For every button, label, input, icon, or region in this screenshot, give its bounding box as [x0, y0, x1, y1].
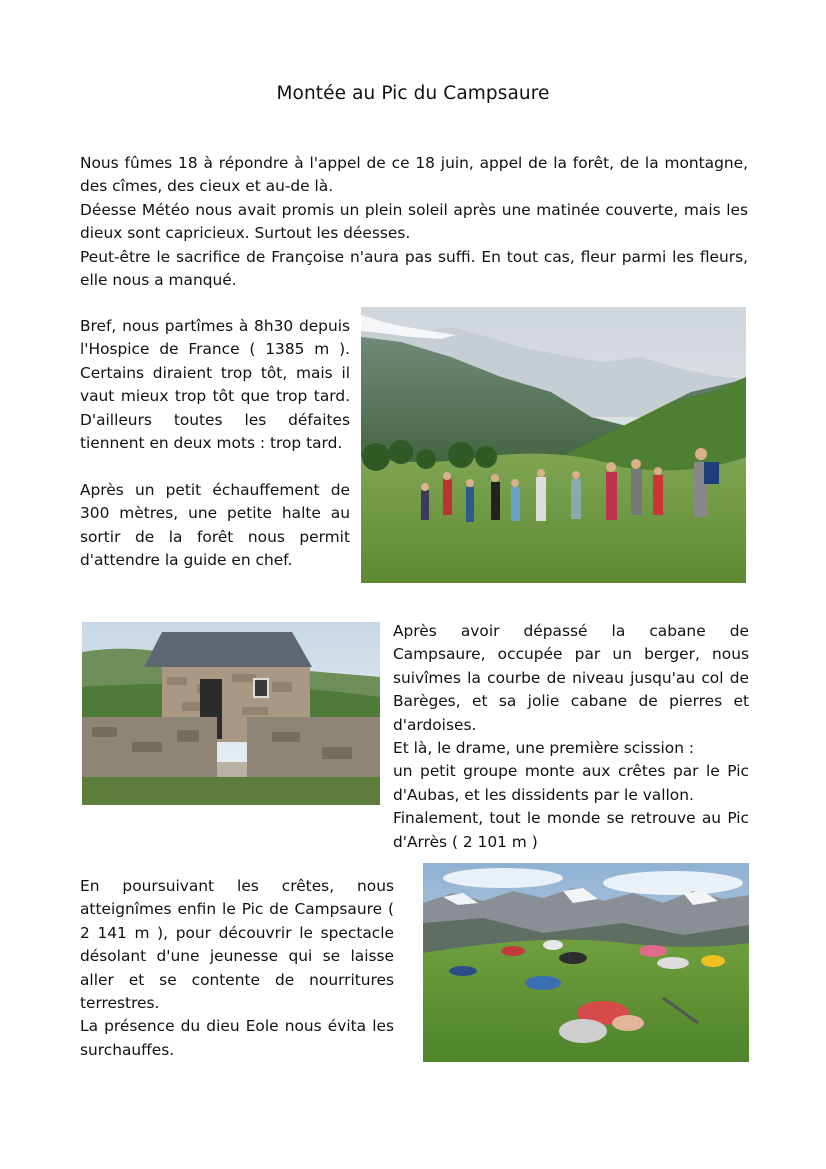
- page-title: Montée au Pic du Campsaure: [276, 83, 550, 104]
- eole-paragraph: La présence du dieu Eole nous évita les surchauffes.: [80, 1017, 394, 1059]
- section-cabin-text: [393, 620, 749, 854]
- photo-stone-cabin: [82, 622, 380, 805]
- intro-paragraph-3: Peut-être le sacrifice de Françoise n'aura pas suffi. En tout cas, fleur parmi les fleurs, elle nous a manqué.: [80, 247, 748, 290]
- drama-line: Et là, le drame, une première scission :: [393, 739, 695, 758]
- summit-paragraph: En poursuivant les crêtes, nous atteignîmes enfin le Pic de Campsaure ( 2 141 m ), pour découvrir le spectacle désolant d'une jeunesse qui se laisse aller et se contente de nourritures terrestres.: [80, 877, 394, 1013]
- departure-paragraph: Bref, nous partîmes à 8h30 depuis l'Hospice de France ( 1385 m ). Certains diraient trop tôt, mais il vaut mieux trop tôt que trop tard. D'ailleurs toutes les défaites tiennent en deux mots : trop tard.: [80, 317, 350, 453]
- intro-text: [80, 152, 748, 292]
- split-paragraph: un petit groupe monte aux crêtes par le Pic d'Aubas, et les dissidents par le vallon.: [393, 762, 749, 804]
- section-departure-text: [80, 315, 350, 572]
- photo-summit-rest: [423, 863, 749, 1062]
- regroup-paragraph: Finalement, tout le monde se retrouve au Pic d'Arrès ( 2 101 m ): [393, 809, 749, 851]
- section-summit-text: [80, 875, 394, 1062]
- photo-hiking-group-meadow: [361, 307, 746, 583]
- intro-paragraph-1: Nous fûmes 18 à répondre à l'appel de ce 18 juin, appel de la forêt, de la montagne, des cîmes, des cieux et au-de là.: [80, 154, 748, 196]
- cabin-paragraph: Après avoir dépassé la cabane de Campsaure, occupée par un berger, nous suivîmes la courbe de niveau jusqu'au col de Barèges, et sa jolie cabane de pierres et d'ardoises.: [393, 622, 749, 734]
- intro-paragraph-2: Déesse Météo nous avait promis un plein soleil après une matinée couverte, mais les dieux sont capricieux. Surtout les déesses.: [80, 200, 748, 243]
- warmup-paragraph: Après un petit échauffement de 300 mètres, une petite halte au sortir de la forêt nous permit d'attendre la guide en chef.: [80, 480, 350, 570]
